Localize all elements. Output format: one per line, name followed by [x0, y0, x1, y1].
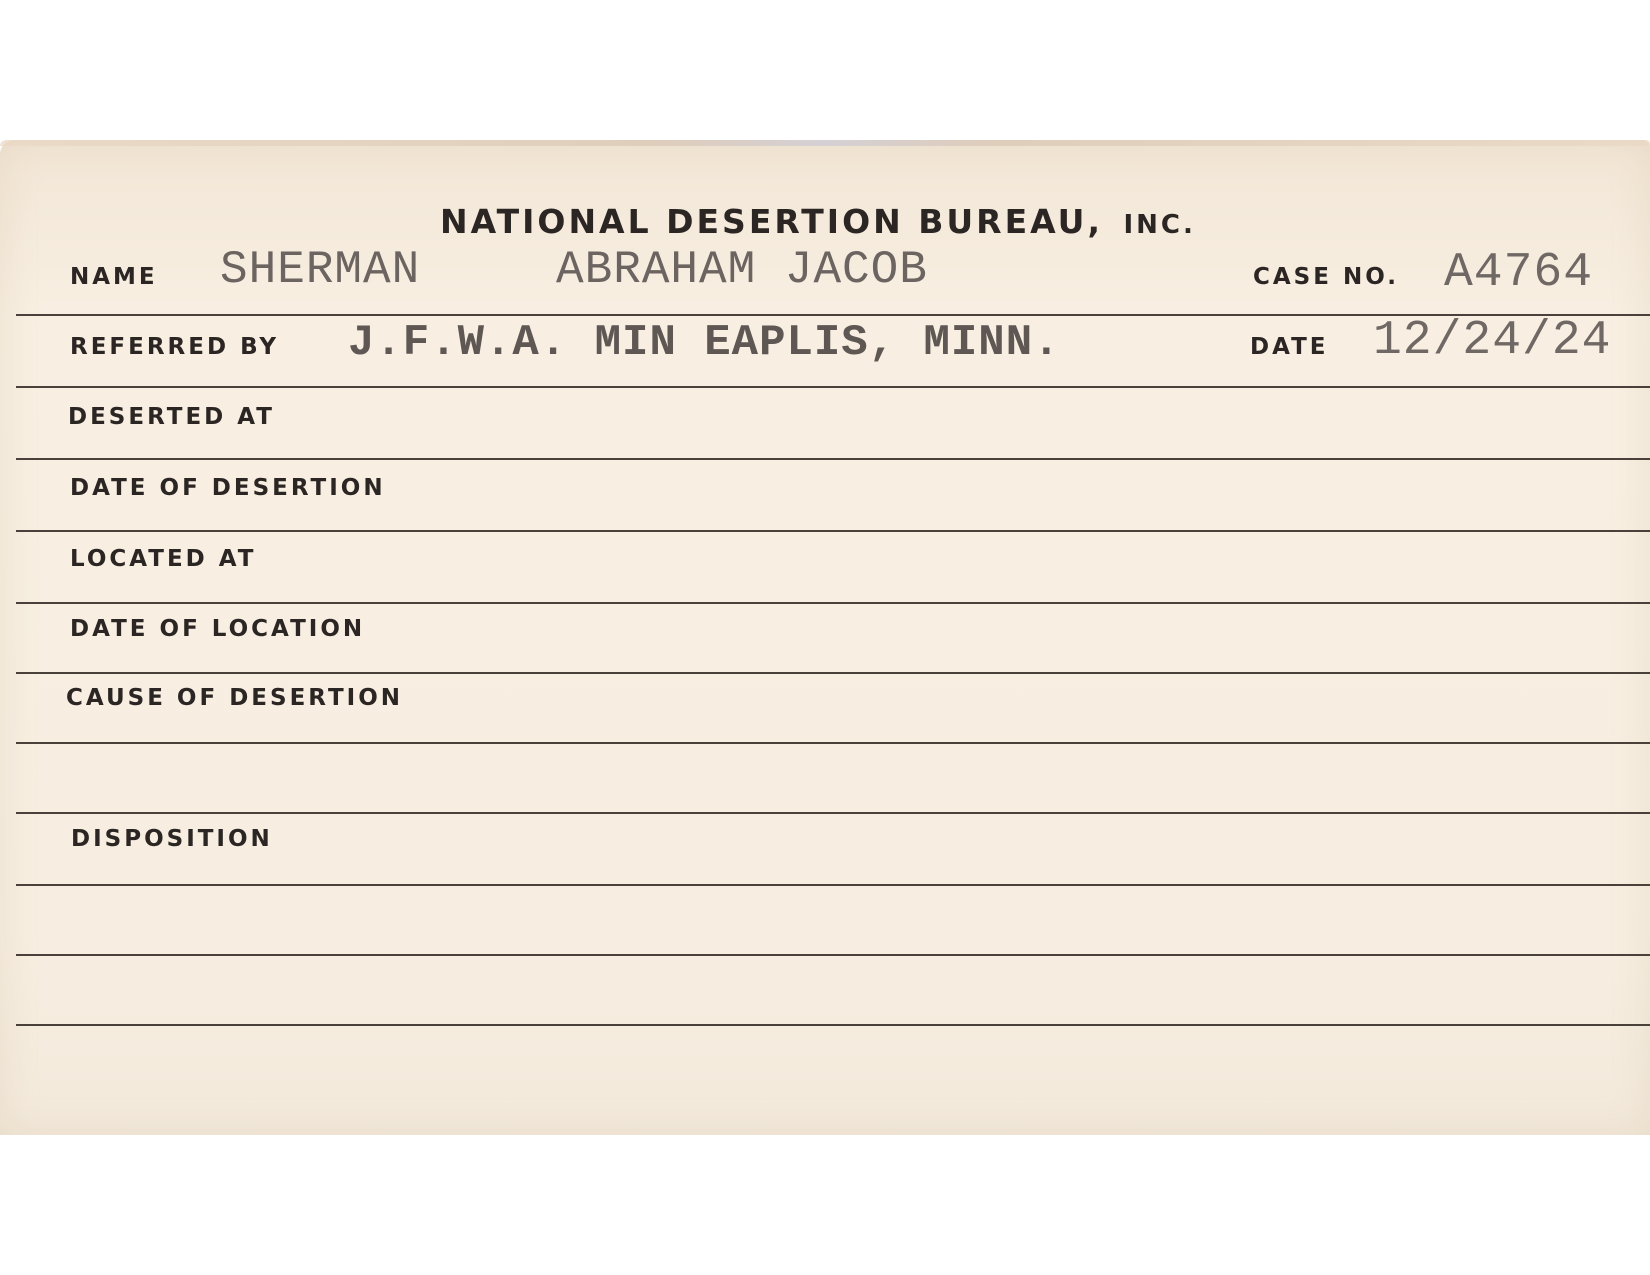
deserted-at-label: DESERTED AT	[68, 404, 275, 430]
card-title-main: NATIONAL DESERTION BUREAU,	[440, 202, 1103, 241]
referred-by-value: J.F.W.A. MIN EAPLIS, MINN.	[348, 318, 1061, 368]
case-no-value: A4764	[1444, 246, 1594, 300]
date-of-desertion-label: DATE OF DESERTION	[70, 475, 386, 501]
disposition-label: DISPOSITION	[71, 826, 273, 852]
disposition-rule	[16, 884, 1650, 886]
disposition-rule-3	[16, 1024, 1650, 1026]
date-value: 12/24/24	[1373, 314, 1612, 368]
date-of-location-rule	[16, 672, 1650, 674]
case-no-label: CASE NO.	[1253, 264, 1399, 290]
deserted-at-rule	[16, 458, 1650, 460]
name-surname-value: SHERMAN	[220, 244, 421, 296]
cause-of-desertion-label: CAUSE OF DESERTION	[66, 685, 404, 711]
card-title	[440, 202, 1196, 241]
cause-of-desertion-rule	[16, 742, 1650, 744]
located-at-label: LOCATED AT	[70, 546, 257, 572]
cause-of-desertion-rule-2	[16, 812, 1650, 814]
date-of-desertion-rule	[16, 530, 1650, 532]
disposition-rule-2	[16, 954, 1650, 956]
referred-by-label: REFERRED BY	[70, 334, 280, 360]
located-at-rule	[16, 602, 1650, 604]
date-label: DATE	[1250, 334, 1329, 360]
name-label: NAME	[70, 264, 158, 290]
index-card	[0, 140, 1650, 1135]
referred-by-rule	[16, 386, 1650, 388]
name-given-value: ABRAHAM JACOB	[556, 244, 928, 296]
date-of-location-label: DATE OF LOCATION	[70, 616, 366, 642]
card-title-suffix: INC.	[1123, 210, 1196, 240]
